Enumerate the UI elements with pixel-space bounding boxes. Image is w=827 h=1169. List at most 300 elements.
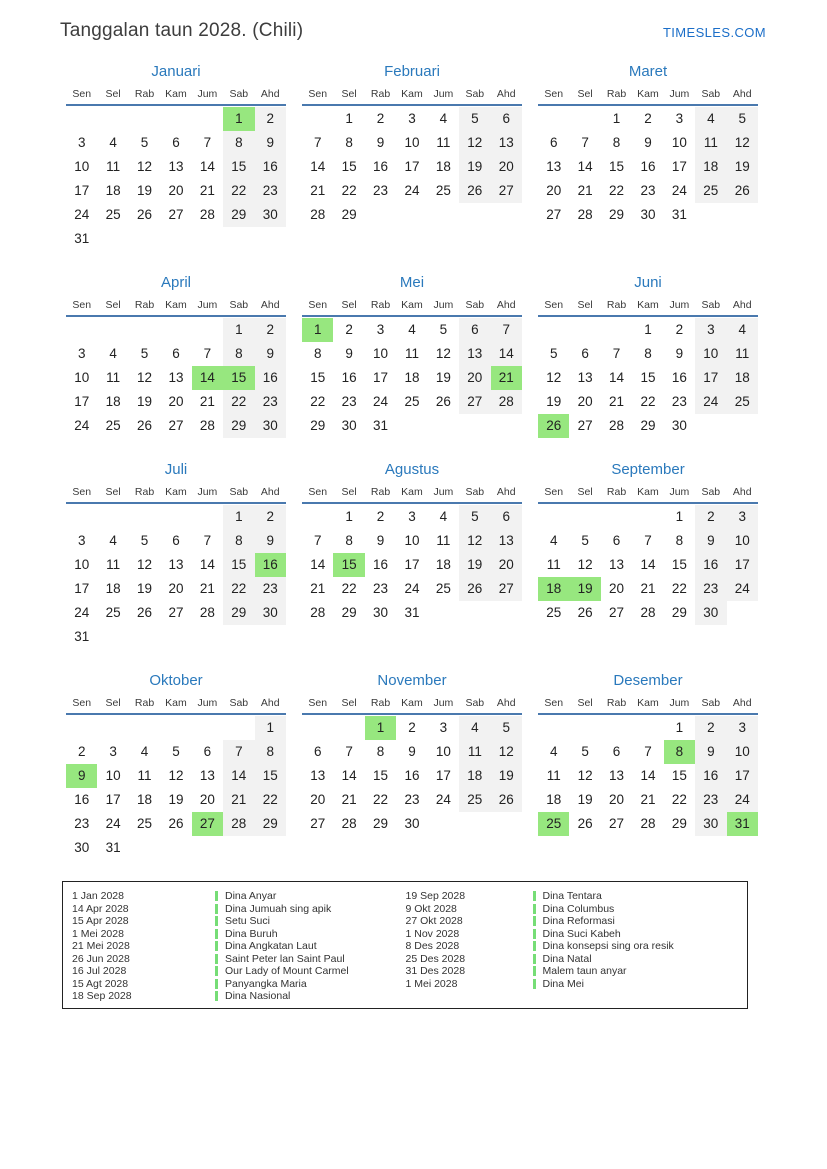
day-grid xyxy=(538,716,758,836)
holiday-date: 18 Sep 2028 xyxy=(72,990,132,1003)
weekday-header: Sab xyxy=(701,88,721,100)
day-cell-empty xyxy=(459,812,490,836)
holiday-name: Dina Natal xyxy=(542,952,592,965)
day-cell: 18 xyxy=(435,557,451,572)
weekday-header: Sen xyxy=(544,88,564,100)
day-cell: 30 xyxy=(74,840,90,855)
day-cell: 6 xyxy=(172,533,180,548)
day-grid xyxy=(538,107,758,227)
day-cell-empty xyxy=(459,203,490,227)
day-cell-empty xyxy=(632,716,663,740)
day-cell: 9 xyxy=(66,764,97,788)
day-cell-empty xyxy=(695,203,726,227)
day-cell: 24 xyxy=(105,816,121,831)
holiday-marker xyxy=(533,979,536,989)
day-cell: 16 xyxy=(404,768,420,783)
weekday-header: Sab xyxy=(229,697,249,709)
day-cell: 25 xyxy=(435,581,451,596)
day-cell: 4 xyxy=(439,509,448,524)
day-cell: 28 xyxy=(341,816,357,831)
brand-link[interactable]: TIMESLES.COM xyxy=(662,25,766,40)
day-cell: 5 xyxy=(459,505,490,529)
day-cell: 9 xyxy=(255,529,286,553)
day-cell: 1 xyxy=(223,505,254,529)
day-grid xyxy=(302,107,522,227)
weekday-header: Rab xyxy=(370,88,391,100)
weekday-header: Jum xyxy=(197,299,218,311)
day-cell: 29 xyxy=(671,816,687,831)
weekday-header-row xyxy=(538,697,758,715)
day-cell: 15 xyxy=(671,557,687,572)
day-cell: 19 xyxy=(546,394,562,409)
month-juli xyxy=(66,461,286,649)
day-cell: 19 xyxy=(435,370,451,385)
day-cell: 3 xyxy=(408,509,416,524)
legend-row xyxy=(72,953,406,966)
day-cell: 30 xyxy=(695,601,726,625)
day-cell: 31 xyxy=(74,231,90,246)
day-cell: 6 xyxy=(172,346,180,361)
weekday-header: Sen xyxy=(72,486,92,498)
weekday-header: Kam xyxy=(401,299,423,311)
weekday-header: Jum xyxy=(433,299,454,311)
day-cell: 7 xyxy=(203,533,212,548)
day-cell: 31 xyxy=(404,605,420,620)
day-cell: 9 xyxy=(255,131,286,155)
day-cell-empty xyxy=(97,716,128,740)
weekday-header: Sel xyxy=(105,486,121,498)
day-cell: 4 xyxy=(408,322,416,337)
day-cell: 9 xyxy=(345,346,353,361)
weekday-header-row xyxy=(538,486,758,504)
day-cell: 1 xyxy=(345,111,353,126)
day-cell: 17 xyxy=(74,394,90,409)
day-cell-empty xyxy=(255,227,286,251)
weekday-header: Ahd xyxy=(260,299,280,311)
legend-column-right xyxy=(406,890,740,1003)
day-cell: 14 xyxy=(199,159,215,174)
day-cell: 21 xyxy=(491,366,522,390)
weekday-header: Rab xyxy=(134,299,155,311)
day-cell-empty xyxy=(727,601,758,625)
day-cell-empty xyxy=(601,716,632,740)
weekday-header: Jum xyxy=(433,697,454,709)
day-cell: 30 xyxy=(404,816,420,831)
day-cell: 10 xyxy=(74,557,90,572)
day-grid xyxy=(302,716,522,836)
day-cell: 5 xyxy=(581,744,589,759)
weekday-header: Sel xyxy=(577,299,593,311)
day-cell: 5 xyxy=(581,533,589,548)
day-cell: 18 xyxy=(105,394,121,409)
day-cell: 22 xyxy=(255,788,286,812)
day-cell: 9 xyxy=(255,342,286,366)
holiday-name: Dina Angkatan Laut xyxy=(225,940,317,953)
weekday-header-row xyxy=(302,697,522,715)
weekday-header: Kam xyxy=(401,88,423,100)
day-cell: 11 xyxy=(459,740,490,764)
month-title[interactable]: Desember xyxy=(613,672,683,689)
day-cell: 10 xyxy=(373,346,389,361)
day-cell-empty xyxy=(727,203,758,227)
day-cell: 27 xyxy=(459,390,490,414)
day-cell: 18 xyxy=(695,155,726,179)
day-cell: 30 xyxy=(695,812,726,836)
weekday-header: Sel xyxy=(341,486,357,498)
day-cell: 7 xyxy=(313,533,322,548)
day-cell: 10 xyxy=(695,342,726,366)
holiday-legend xyxy=(62,881,748,1009)
holiday-marker xyxy=(533,929,536,939)
month-title[interactable]: Agustus xyxy=(384,461,440,478)
holiday-date: 31 Des 2028 xyxy=(405,965,466,978)
day-cell: 19 xyxy=(459,553,490,577)
day-cell-empty xyxy=(491,414,522,438)
holiday-marker xyxy=(533,916,536,926)
day-cell: 28 xyxy=(640,605,656,620)
holiday-name: Malem taun anyar xyxy=(542,965,627,978)
day-cell-empty xyxy=(129,716,160,740)
legend-row xyxy=(72,903,406,916)
holiday-date: 1 Nov 2028 xyxy=(405,927,460,940)
day-cell: 23 xyxy=(671,394,687,409)
day-cell: 18 xyxy=(137,792,153,807)
day-cell: 28 xyxy=(310,207,326,222)
day-cell-empty xyxy=(97,625,128,649)
day-cell: 16 xyxy=(341,370,357,385)
month-juni xyxy=(538,274,758,438)
day-cell: 28 xyxy=(223,812,254,836)
weekday-header: Sab xyxy=(465,697,485,709)
day-cell: 21 xyxy=(577,183,593,198)
weekday-header: Ahd xyxy=(732,299,752,311)
weekday-header: Sen xyxy=(544,486,564,498)
day-cell: 12 xyxy=(577,768,593,783)
day-cell: 4 xyxy=(727,318,758,342)
day-cell-empty xyxy=(632,505,663,529)
day-cell: 11 xyxy=(727,342,758,366)
weekday-header: Kam xyxy=(165,697,187,709)
month-september xyxy=(538,461,758,625)
day-cell: 28 xyxy=(199,207,215,222)
day-cell: 16 xyxy=(255,553,286,577)
day-cell: 12 xyxy=(435,346,451,361)
day-cell: 25 xyxy=(105,207,121,222)
day-cell: 4 xyxy=(695,107,726,131)
day-cell: 21 xyxy=(199,581,215,596)
day-cell: 12 xyxy=(491,740,522,764)
day-cell: 30 xyxy=(373,605,389,620)
holiday-marker xyxy=(215,941,218,951)
holiday-date: 19 Sep 2028 xyxy=(405,890,466,903)
day-cell: 15 xyxy=(640,370,656,385)
weekday-header: Kam xyxy=(637,299,659,311)
day-cell: 29 xyxy=(341,605,357,620)
day-cell: 9 xyxy=(376,533,385,548)
weekday-header: Rab xyxy=(370,697,391,709)
day-cell: 13 xyxy=(491,131,522,155)
day-cell: 6 xyxy=(581,346,589,361)
day-cell: 29 xyxy=(223,601,254,625)
weekday-header: Sel xyxy=(577,486,593,498)
day-cell: 11 xyxy=(436,135,451,150)
day-cell-empty xyxy=(160,318,191,342)
day-cell-empty xyxy=(160,836,191,860)
weekday-header: Ahd xyxy=(732,697,752,709)
day-cell: 21 xyxy=(640,792,656,807)
day-cell: 21 xyxy=(223,788,254,812)
day-cell: 26 xyxy=(137,207,153,222)
weekday-header: Sen xyxy=(72,299,92,311)
month-title[interactable]: September xyxy=(611,461,685,478)
day-cell: 6 xyxy=(172,135,180,150)
day-cell: 17 xyxy=(74,183,90,198)
day-cell: 3 xyxy=(408,111,416,126)
day-cell: 11 xyxy=(137,768,152,783)
day-cell-empty xyxy=(97,107,128,131)
day-cell: 14 xyxy=(640,768,656,783)
day-cell: 16 xyxy=(671,370,687,385)
day-cell: 10 xyxy=(671,135,687,150)
day-cell: 14 xyxy=(341,768,357,783)
day-cell-empty xyxy=(396,203,427,227)
day-cell: 16 xyxy=(74,792,90,807)
day-cell: 12 xyxy=(727,131,758,155)
holiday-name: Dina Anyar xyxy=(225,890,277,903)
weekday-header: Sab xyxy=(701,697,721,709)
day-cell: 3 xyxy=(109,744,117,759)
day-cell: 12 xyxy=(168,768,184,783)
day-cell: 18 xyxy=(435,159,451,174)
day-cell: 18 xyxy=(546,792,562,807)
day-cell: 16 xyxy=(695,553,726,577)
day-cell: 3 xyxy=(675,111,684,126)
day-cell-empty xyxy=(538,505,569,529)
day-cell: 1 xyxy=(223,107,254,131)
day-grid xyxy=(302,505,522,625)
day-cell-empty xyxy=(192,227,223,251)
holiday-date: 14 Apr 2028 xyxy=(72,902,129,915)
day-cell: 9 xyxy=(408,744,416,759)
month-title[interactable]: Maret xyxy=(628,63,668,80)
day-cell-empty xyxy=(223,227,254,251)
day-cell: 1 xyxy=(675,509,684,524)
legend-row xyxy=(72,990,406,1003)
day-cell: 24 xyxy=(74,605,90,620)
day-cell-empty xyxy=(66,107,97,131)
day-cell: 7 xyxy=(581,135,589,150)
day-cell: 23 xyxy=(255,577,286,601)
day-cell: 24 xyxy=(74,207,90,222)
weekday-header: Rab xyxy=(134,486,155,498)
day-cell: 2 xyxy=(255,107,286,131)
day-cell: 18 xyxy=(538,577,569,601)
day-cell: 25 xyxy=(546,605,562,620)
day-cell: 21 xyxy=(199,394,215,409)
weekday-header: Jum xyxy=(669,486,690,498)
day-cell: 24 xyxy=(695,390,726,414)
month-title[interactable]: Februari xyxy=(384,63,440,80)
day-cell: 7 xyxy=(345,744,353,759)
weekday-header: Sab xyxy=(229,486,249,498)
month-title[interactable]: November xyxy=(377,672,447,689)
holiday-date: 8 Des 2028 xyxy=(405,940,460,953)
day-cell: 5 xyxy=(439,322,448,337)
page-title: Tanggalan taun 2028. (Chili) xyxy=(60,20,304,41)
day-cell: 5 xyxy=(172,744,180,759)
day-cell: 8 xyxy=(255,740,286,764)
weekday-header-row xyxy=(66,88,286,106)
day-cell: 13 xyxy=(546,159,562,174)
day-cell: 19 xyxy=(569,577,600,601)
day-grid xyxy=(66,107,286,251)
day-cell: 20 xyxy=(168,581,184,596)
day-cell: 15 xyxy=(333,553,364,577)
day-cell-empty xyxy=(97,505,128,529)
legend-row xyxy=(406,890,740,903)
day-cell-empty xyxy=(192,625,223,649)
month-title[interactable]: Januari xyxy=(151,63,201,80)
day-cell: 29 xyxy=(310,418,326,433)
day-cell-empty xyxy=(428,203,459,227)
weekday-header: Ahd xyxy=(260,88,280,100)
day-cell: 22 xyxy=(223,390,254,414)
day-cell: 27 xyxy=(491,179,522,203)
legend-row xyxy=(72,890,406,903)
holiday-name: Our Lady of Mount Carmel xyxy=(225,965,349,978)
weekday-header: Sel xyxy=(341,697,357,709)
month-mei xyxy=(302,274,522,438)
day-cell: 22 xyxy=(223,179,254,203)
month-title[interactable]: Mei xyxy=(399,274,425,291)
holiday-marker xyxy=(215,904,218,914)
day-cell: 18 xyxy=(727,366,758,390)
day-cell: 23 xyxy=(695,788,726,812)
holiday-date: 26 Jun 2028 xyxy=(72,952,130,965)
legend-row xyxy=(72,928,406,941)
weekday-header: Sel xyxy=(577,88,593,100)
month-title[interactable]: April xyxy=(160,274,191,291)
day-cell: 8 xyxy=(313,346,322,361)
day-cell-empty xyxy=(129,625,160,649)
weekday-header: Sab xyxy=(229,88,249,100)
weekday-header-row xyxy=(302,299,522,317)
day-cell: 20 xyxy=(577,394,593,409)
day-cell: 22 xyxy=(310,394,326,409)
holiday-name: Setu Suci xyxy=(225,915,270,928)
day-cell-empty xyxy=(428,812,459,836)
day-cell: 26 xyxy=(491,788,522,812)
month-november xyxy=(302,672,522,836)
day-cell: 4 xyxy=(140,744,149,759)
day-cell: 24 xyxy=(435,792,451,807)
day-cell-empty xyxy=(192,505,223,529)
day-cell: 29 xyxy=(609,207,625,222)
weekday-header: Sen xyxy=(308,299,328,311)
day-cell: 27 xyxy=(546,207,562,222)
legend-row xyxy=(72,965,406,978)
weekday-header: Sen xyxy=(308,88,328,100)
day-cell: 15 xyxy=(223,155,254,179)
month-title[interactable]: Juni xyxy=(634,274,662,291)
day-cell: 7 xyxy=(644,744,652,759)
holiday-name: Dina Suci Kabeh xyxy=(542,927,621,940)
day-cell: 6 xyxy=(491,505,522,529)
day-cell-empty xyxy=(66,716,97,740)
day-cell: 22 xyxy=(671,581,687,596)
day-cell: 7 xyxy=(203,346,212,361)
day-cell: 15 xyxy=(373,768,389,783)
day-cell: 3 xyxy=(376,322,385,337)
weekday-header: Sab xyxy=(465,88,485,100)
day-cell: 6 xyxy=(612,744,621,759)
day-cell: 19 xyxy=(168,792,184,807)
weekday-header: Rab xyxy=(606,697,627,709)
day-cell-empty xyxy=(601,505,632,529)
day-cell: 4 xyxy=(549,744,558,759)
day-cell: 27 xyxy=(168,418,184,433)
day-cell: 19 xyxy=(459,155,490,179)
day-cell: 19 xyxy=(137,183,153,198)
day-cell: 6 xyxy=(612,533,621,548)
day-cell: 8 xyxy=(612,135,621,150)
month-title[interactable]: Oktober xyxy=(149,672,203,689)
day-cell-empty xyxy=(695,414,726,438)
holiday-date: 1 Mei 2028 xyxy=(405,977,458,990)
day-cell: 24 xyxy=(404,581,420,596)
day-cell: 17 xyxy=(404,557,420,572)
day-cell: 13 xyxy=(609,768,625,783)
weekday-header: Sen xyxy=(308,697,328,709)
day-cell: 13 xyxy=(491,529,522,553)
day-cell: 8 xyxy=(376,744,385,759)
month-januari xyxy=(66,63,286,251)
day-cell: 13 xyxy=(609,557,625,572)
day-cell: 14 xyxy=(609,370,625,385)
day-cell: 26 xyxy=(459,179,490,203)
day-cell: 18 xyxy=(459,764,490,788)
day-cell-empty xyxy=(459,414,490,438)
day-cell-empty xyxy=(302,716,333,740)
day-cell: 5 xyxy=(459,107,490,131)
day-cell: 16 xyxy=(255,366,286,390)
legend-row xyxy=(406,903,740,916)
holiday-marker xyxy=(533,966,536,976)
weekday-header: Rab xyxy=(370,299,391,311)
day-cell: 24 xyxy=(727,577,758,601)
day-cell: 20 xyxy=(459,366,490,390)
weekday-header: Ahd xyxy=(732,88,752,100)
legend-column-left xyxy=(72,890,406,1003)
day-cell: 23 xyxy=(373,581,389,596)
day-cell-empty xyxy=(365,203,396,227)
holiday-marker xyxy=(215,954,218,964)
day-cell: 26 xyxy=(459,577,490,601)
holiday-name: Panyangka Maria xyxy=(225,977,307,990)
month-title[interactable]: Juli xyxy=(164,461,188,478)
day-grid xyxy=(302,318,522,438)
weekday-header-row xyxy=(66,697,286,715)
weekday-header: Rab xyxy=(134,697,155,709)
day-cell: 2 xyxy=(695,716,726,740)
day-cell: 19 xyxy=(727,155,758,179)
holiday-name: Dina Tentara xyxy=(542,890,602,903)
weekday-header: Jum xyxy=(433,88,454,100)
day-cell: 24 xyxy=(671,183,687,198)
holiday-marker xyxy=(215,929,218,939)
day-cell: 13 xyxy=(577,370,593,385)
holiday-marker xyxy=(215,979,218,989)
